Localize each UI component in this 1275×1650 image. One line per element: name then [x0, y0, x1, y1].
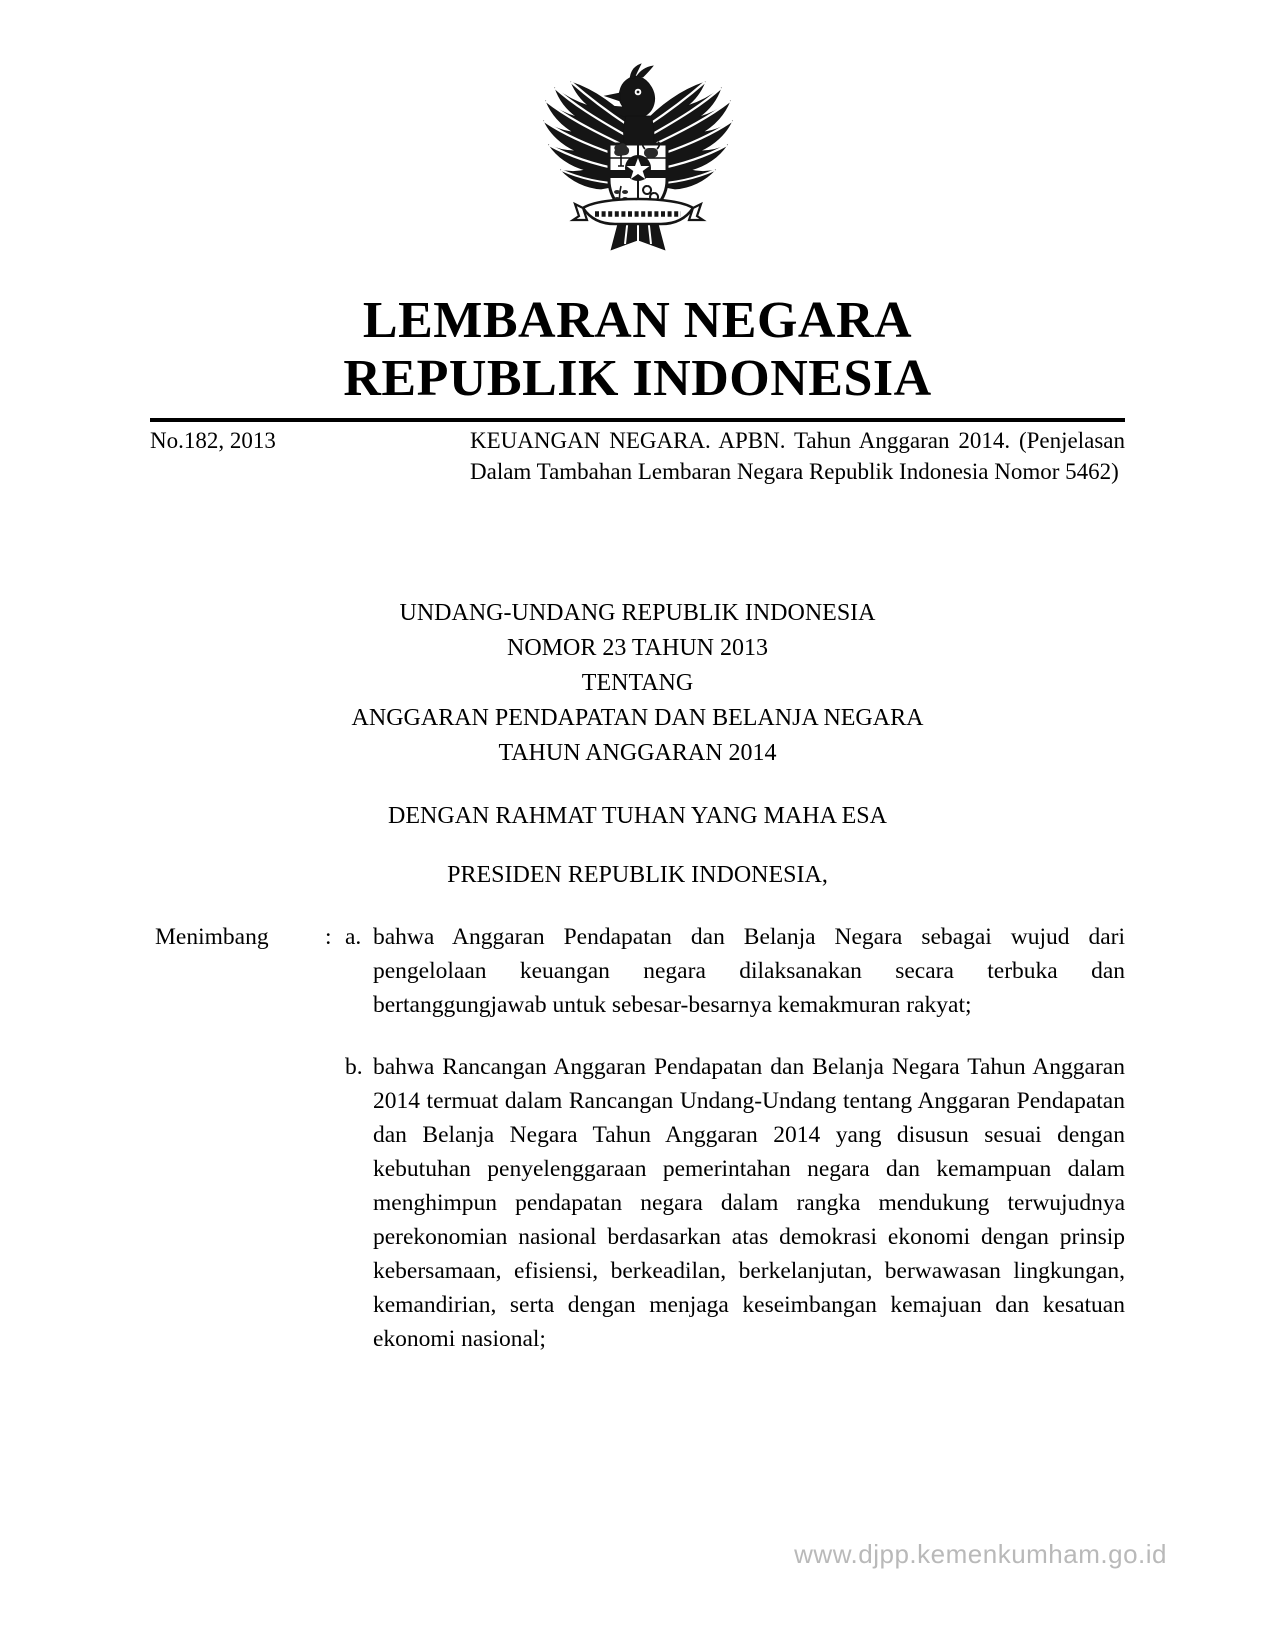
gazette-reference-row — [150, 425, 1125, 487]
gazette-description: KEUANGAN NEGARA. APBN. Tahun Anggaran 2014. (Penjelasan Dalam Tambahan Lembaran Negara Republik Indonesia Nomor 5462) — [470, 428, 1125, 484]
considering-marker-a: a. — [345, 924, 362, 950]
considering-item-a — [155, 920, 1125, 1022]
considering-item-b — [155, 1050, 1125, 1356]
garuda-pancasila-emblem — [533, 62, 743, 262]
law-title-line-1: UNDANG-UNDANG REPUBLIK INDONESIA — [399, 600, 876, 626]
considering-section — [155, 920, 1125, 1356]
law-title-line-6: DENGAN RAHMAT TUHAN YANG MAHA ESA — [388, 803, 887, 829]
source-watermark: www.djpp.kemenkumham.go.id — [794, 1539, 1167, 1569]
considering-text-a: bahwa Anggaran Pendapatan dan Belanja Negara sebagai wujud dari pengelolaan keuangan negara dilaksanakan secara terbuka dan bertanggungjawab untuk sebesar-besarnya kemakmuran rakyat; — [373, 924, 1125, 1018]
law-title-block — [150, 596, 1125, 893]
masthead-line-2: REPUBLIK INDONESIA — [343, 350, 932, 407]
emblem-container — [0, 62, 1275, 267]
masthead-divider — [150, 418, 1125, 422]
masthead — [150, 292, 1125, 408]
law-title-line-7: PRESIDEN REPUBLIK INDONESIA, — [447, 862, 828, 888]
law-title-line-5: TAHUN ANGGARAN 2014 — [498, 740, 777, 766]
considering-marker-b: b. — [345, 1054, 363, 1080]
law-title-line-2: NOMOR 23 TAHUN 2013 — [507, 635, 768, 661]
masthead-line-1: LEMBARAN NEGARA — [362, 292, 913, 349]
considering-colon: : — [325, 924, 332, 950]
gazette-number: No.182, 2013 — [150, 428, 276, 453]
law-title-line-3: TENTANG — [581, 670, 694, 696]
law-title-line-4: ANGGARAN PENDAPATAN DAN BELANJA NEGARA — [351, 705, 924, 731]
considering-label: Menimbang — [155, 924, 269, 950]
considering-text-b: bahwa Rancangan Anggaran Pendapatan dan Belanja Negara Tahun Anggaran 2014 termuat dalam Rancangan Undang-Undang tentang Anggaran Pendapatan dan Belanja Negara Tahun Anggaran 2014 yang disusun sesuai dengan kebutuhan penyelenggaraan pemerintahan negara dan kemampuan dalam menghimpun pendapatan negara dalam rangka mendukung terwujudnya perekonomian nasional berdasarkan atas demokrasi ekonomi dengan prinsip kebersamaan, efisiensi, berkeadilan, berkelanjutan, berwawasan lingkungan, kemandirian, serta dengan menjaga keseimbangan kemajuan dan kesatuan ekonomi nasional; — [373, 1054, 1125, 1352]
